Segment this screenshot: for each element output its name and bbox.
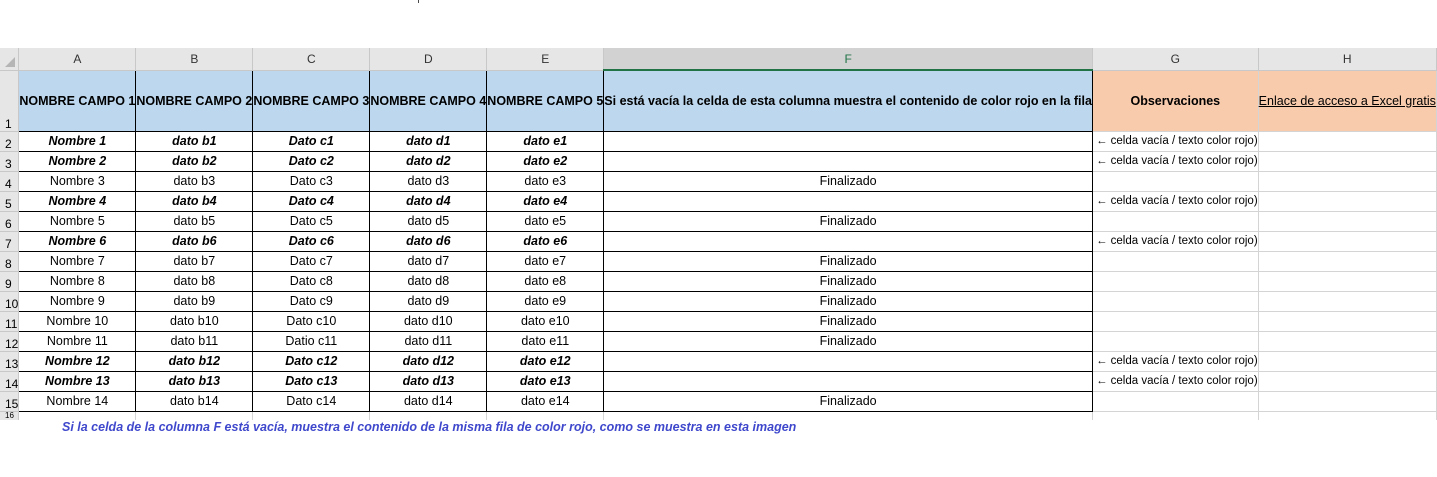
cell-a[interactable]: Nombre 2 bbox=[19, 151, 136, 171]
table-row bbox=[0, 171, 1436, 191]
cell-d[interactable]: dato d8 bbox=[370, 271, 487, 291]
cell-c[interactable]: Dato c7 bbox=[253, 251, 370, 271]
table-row bbox=[0, 191, 1436, 211]
cell-d[interactable]: dato d4 bbox=[370, 191, 487, 211]
table-row bbox=[0, 271, 1436, 291]
cell[interactable] bbox=[1092, 411, 1258, 420]
cell-e[interactable]: dato e6 bbox=[487, 231, 604, 251]
cell-a[interactable]: Nombre 8 bbox=[19, 271, 136, 291]
row-number-6[interactable]: 6 bbox=[0, 211, 19, 231]
cell-h[interactable] bbox=[1258, 371, 1436, 391]
cell-b[interactable]: dato b13 bbox=[136, 371, 253, 391]
cell-d[interactable]: dato d2 bbox=[370, 151, 487, 171]
cell-h[interactable] bbox=[1258, 171, 1436, 191]
cell-h[interactable] bbox=[1258, 151, 1436, 171]
cell-h[interactable] bbox=[1258, 331, 1436, 351]
cell-d[interactable]: dato d11 bbox=[370, 331, 487, 351]
cell[interactable] bbox=[1258, 411, 1436, 420]
cell-d[interactable]: dato d14 bbox=[370, 391, 487, 411]
row-number-5[interactable]: 5 bbox=[0, 191, 19, 211]
cell-f[interactable]: Finalizado bbox=[604, 211, 1093, 231]
cell-e[interactable]: dato e7 bbox=[487, 251, 604, 271]
cell-c[interactable]: Dato c13 bbox=[253, 371, 370, 391]
cell-b[interactable]: dato b14 bbox=[136, 391, 253, 411]
cell[interactable] bbox=[487, 411, 604, 420]
cell-f[interactable] bbox=[604, 371, 1093, 391]
table-row bbox=[0, 391, 1436, 411]
cell-d[interactable]: dato d7 bbox=[370, 251, 487, 271]
header-cell-e[interactable]: NOMBRE CAMPO 5 bbox=[487, 70, 604, 131]
row-number-14[interactable]: 14 bbox=[0, 371, 19, 391]
cell-c[interactable]: Dato c5 bbox=[253, 211, 370, 231]
header-cell-f[interactable]: Si está vacía la celda de esta columna muestra el contenido de color rojo en la fila bbox=[604, 70, 1093, 131]
column-header-e[interactable]: E bbox=[487, 48, 604, 70]
cell-a[interactable]: Nombre 7 bbox=[19, 251, 136, 271]
row-number-2[interactable]: 2 bbox=[0, 131, 19, 151]
cell-d[interactable]: dato d1 bbox=[370, 131, 487, 151]
cell-f[interactable]: Finalizado bbox=[604, 311, 1093, 331]
cell-b[interactable]: dato b9 bbox=[136, 291, 253, 311]
cell-d[interactable]: dato d13 bbox=[370, 371, 487, 391]
row-number-7[interactable]: 7 bbox=[0, 231, 19, 251]
cell-a[interactable]: Nombre 13 bbox=[19, 371, 136, 391]
cell-e[interactable]: dato e10 bbox=[487, 311, 604, 331]
column-header-row bbox=[0, 48, 1436, 70]
header-cell-c[interactable]: NOMBRE CAMPO 3 bbox=[253, 70, 370, 131]
cell-a[interactable]: Nombre 3 bbox=[19, 171, 136, 191]
cell-h[interactable] bbox=[1258, 271, 1436, 291]
cell-e[interactable]: dato e11 bbox=[487, 331, 604, 351]
column-header-c[interactable]: C bbox=[253, 48, 370, 70]
cell-b[interactable]: dato b4 bbox=[136, 191, 253, 211]
table-row bbox=[0, 291, 1436, 311]
table-row bbox=[0, 211, 1436, 231]
cell-h[interactable] bbox=[1258, 131, 1436, 151]
row-number-8[interactable]: 8 bbox=[0, 251, 19, 271]
cell-e[interactable]: dato e5 bbox=[487, 211, 604, 231]
row-number-12[interactable]: 12 bbox=[0, 331, 19, 351]
row-number-15[interactable]: 15 bbox=[0, 391, 19, 411]
cell-e[interactable]: dato e8 bbox=[487, 271, 604, 291]
cell-a[interactable]: Nombre 10 bbox=[19, 311, 136, 331]
cell-d[interactable]: dato d9 bbox=[370, 291, 487, 311]
cell-c[interactable]: Datio c11 bbox=[253, 331, 370, 351]
cell-d[interactable]: dato d5 bbox=[370, 211, 487, 231]
cell-e[interactable]: dato e4 bbox=[487, 191, 604, 211]
stray-mark bbox=[418, 0, 419, 3]
cell[interactable] bbox=[370, 411, 487, 420]
header-cell-d[interactable]: NOMBRE CAMPO 4 bbox=[370, 70, 487, 131]
cell-c[interactable]: Dato c6 bbox=[253, 231, 370, 251]
cell-b[interactable]: dato b5 bbox=[136, 211, 253, 231]
observation-cell[interactable]: ← celda vacía / texto color rojo) bbox=[1092, 231, 1258, 251]
cell-d[interactable]: dato d10 bbox=[370, 311, 487, 331]
observation-cell[interactable] bbox=[1092, 211, 1258, 231]
select-all-corner[interactable] bbox=[0, 48, 19, 70]
excel-link[interactable]: Enlace de acceso a Excel gratis bbox=[1258, 70, 1436, 131]
row-number-9[interactable]: 9 bbox=[0, 271, 19, 291]
cell-b[interactable]: dato b10 bbox=[136, 311, 253, 331]
cell-c[interactable]: Dato c1 bbox=[253, 131, 370, 151]
column-header-a[interactable]: A bbox=[19, 48, 136, 70]
table-row bbox=[0, 151, 1436, 171]
observation-cell[interactable] bbox=[1092, 311, 1258, 331]
select-all-triangle-icon bbox=[5, 57, 15, 67]
table-row bbox=[0, 131, 1436, 151]
cell-e[interactable]: dato e14 bbox=[487, 391, 604, 411]
spreadsheet-grid[interactable] bbox=[0, 48, 1437, 420]
column-header-d[interactable]: D bbox=[370, 48, 487, 70]
cell-e[interactable]: dato e3 bbox=[487, 171, 604, 191]
cell-d[interactable]: dato d6 bbox=[370, 231, 487, 251]
cell-a[interactable]: Nombre 12 bbox=[19, 351, 136, 371]
row-number-16[interactable]: 16 bbox=[0, 411, 19, 420]
cell-c[interactable]: Dato c2 bbox=[253, 151, 370, 171]
cell-c[interactable]: Dato c14 bbox=[253, 391, 370, 411]
cell-b[interactable]: dato b1 bbox=[136, 131, 253, 151]
cell-f[interactable] bbox=[604, 151, 1093, 171]
cell-d[interactable]: dato d12 bbox=[370, 351, 487, 371]
observation-cell[interactable]: ← celda vacía / texto color rojo) bbox=[1092, 351, 1258, 371]
cell-h[interactable] bbox=[1258, 391, 1436, 411]
cell-a[interactable]: Nombre 4 bbox=[19, 191, 136, 211]
cell-a[interactable]: Nombre 14 bbox=[19, 391, 136, 411]
cell-b[interactable]: dato b2 bbox=[136, 151, 253, 171]
table-header-row bbox=[0, 70, 1436, 131]
cell-a[interactable]: Nombre 9 bbox=[19, 291, 136, 311]
observation-cell[interactable] bbox=[1092, 391, 1258, 411]
column-header-f[interactable]: F bbox=[604, 48, 1093, 70]
cell-c[interactable]: Dato c8 bbox=[253, 271, 370, 291]
header-cell-observaciones[interactable]: Observaciones bbox=[1092, 70, 1258, 131]
cell-f[interactable] bbox=[604, 351, 1093, 371]
cell-f[interactable] bbox=[604, 191, 1093, 211]
cell-a[interactable]: Nombre 6 bbox=[19, 231, 136, 251]
cell-f[interactable]: Finalizado bbox=[604, 291, 1093, 311]
cell-f[interactable]: Finalizado bbox=[604, 331, 1093, 351]
column-header-g[interactable]: G bbox=[1092, 48, 1258, 70]
cell[interactable] bbox=[253, 411, 370, 420]
observation-cell[interactable] bbox=[1092, 291, 1258, 311]
cell-h[interactable] bbox=[1258, 211, 1436, 231]
table-row bbox=[0, 251, 1436, 271]
column-header-h[interactable]: H bbox=[1258, 48, 1436, 70]
cell-d[interactable]: dato d3 bbox=[370, 171, 487, 191]
cell-e[interactable]: dato e9 bbox=[487, 291, 604, 311]
cell-c[interactable]: Dato c10 bbox=[253, 311, 370, 331]
table-row bbox=[0, 371, 1436, 391]
cell-a[interactable]: Nombre 11 bbox=[19, 331, 136, 351]
cell-h[interactable] bbox=[1258, 351, 1436, 371]
table-row bbox=[0, 231, 1436, 251]
observation-cell[interactable] bbox=[1092, 331, 1258, 351]
cell[interactable] bbox=[136, 411, 253, 420]
observation-cell[interactable]: ← celda vacía / texto color rojo) bbox=[1092, 191, 1258, 211]
cell-b[interactable]: dato b7 bbox=[136, 251, 253, 271]
cell-c[interactable]: Dato c9 bbox=[253, 291, 370, 311]
row-number-13[interactable]: 13 bbox=[0, 351, 19, 371]
cell-f[interactable] bbox=[604, 131, 1093, 151]
cell-c[interactable]: Dato c4 bbox=[253, 191, 370, 211]
row-number-1[interactable]: 1 bbox=[0, 70, 19, 131]
cell-e[interactable]: dato e2 bbox=[487, 151, 604, 171]
cell-f[interactable]: Finalizado bbox=[604, 171, 1093, 191]
cell-b[interactable]: dato b11 bbox=[136, 331, 253, 351]
cell-f[interactable]: Finalizado bbox=[604, 271, 1093, 291]
column-header-b[interactable]: B bbox=[136, 48, 253, 70]
cell-h[interactable] bbox=[1258, 251, 1436, 271]
cell-b[interactable]: dato b6 bbox=[136, 231, 253, 251]
observation-cell[interactable] bbox=[1092, 251, 1258, 271]
observation-cell[interactable]: ← celda vacía / texto color rojo) bbox=[1092, 371, 1258, 391]
table-row bbox=[0, 351, 1436, 371]
row-number-10[interactable]: 10 bbox=[0, 291, 19, 311]
cell-f[interactable]: Finalizado bbox=[604, 391, 1093, 411]
cell-e[interactable]: dato e1 bbox=[487, 131, 604, 151]
table-row bbox=[0, 311, 1436, 331]
observation-cell[interactable]: ← celda vacía / texto color rojo) bbox=[1092, 131, 1258, 151]
cell-a[interactable]: Nombre 5 bbox=[19, 211, 136, 231]
cell-h[interactable] bbox=[1258, 231, 1436, 251]
cell-c[interactable]: Dato c12 bbox=[253, 351, 370, 371]
row-number-3[interactable]: 3 bbox=[0, 151, 19, 171]
cell-a[interactable]: Nombre 1 bbox=[19, 131, 136, 151]
cell-h[interactable] bbox=[1258, 191, 1436, 211]
observation-cell[interactable] bbox=[1092, 171, 1258, 191]
header-cell-b[interactable]: NOMBRE CAMPO 2 bbox=[136, 70, 253, 131]
table-row-partial bbox=[0, 411, 1436, 420]
cell-b[interactable]: dato b12 bbox=[136, 351, 253, 371]
cell-e[interactable]: dato e12 bbox=[487, 351, 604, 371]
header-cell-a[interactable]: NOMBRE CAMPO 1 bbox=[19, 70, 136, 131]
cell-c[interactable]: Dato c3 bbox=[253, 171, 370, 191]
cell-f[interactable]: Finalizado bbox=[604, 251, 1093, 271]
cell-f[interactable] bbox=[604, 231, 1093, 251]
observation-cell[interactable] bbox=[1092, 271, 1258, 291]
cell-b[interactable]: dato b8 bbox=[136, 271, 253, 291]
cell[interactable] bbox=[19, 411, 136, 420]
caption-note: Si la celda de la columna F está vacía, muestra el contenido de la misma fila de color rojo, como se muestra en esta imagen bbox=[62, 420, 797, 434]
observation-cell[interactable]: ← celda vacía / texto color rojo) bbox=[1092, 151, 1258, 171]
table-row bbox=[0, 331, 1436, 351]
cell[interactable] bbox=[604, 411, 1093, 420]
data-rows bbox=[0, 131, 1436, 411]
row-number-4[interactable]: 4 bbox=[0, 171, 19, 191]
cell-b[interactable]: dato b3 bbox=[136, 171, 253, 191]
cell-h[interactable] bbox=[1258, 311, 1436, 331]
row-number-11[interactable]: 11 bbox=[0, 311, 19, 331]
cell-e[interactable]: dato e13 bbox=[487, 371, 604, 391]
cell-h[interactable] bbox=[1258, 291, 1436, 311]
